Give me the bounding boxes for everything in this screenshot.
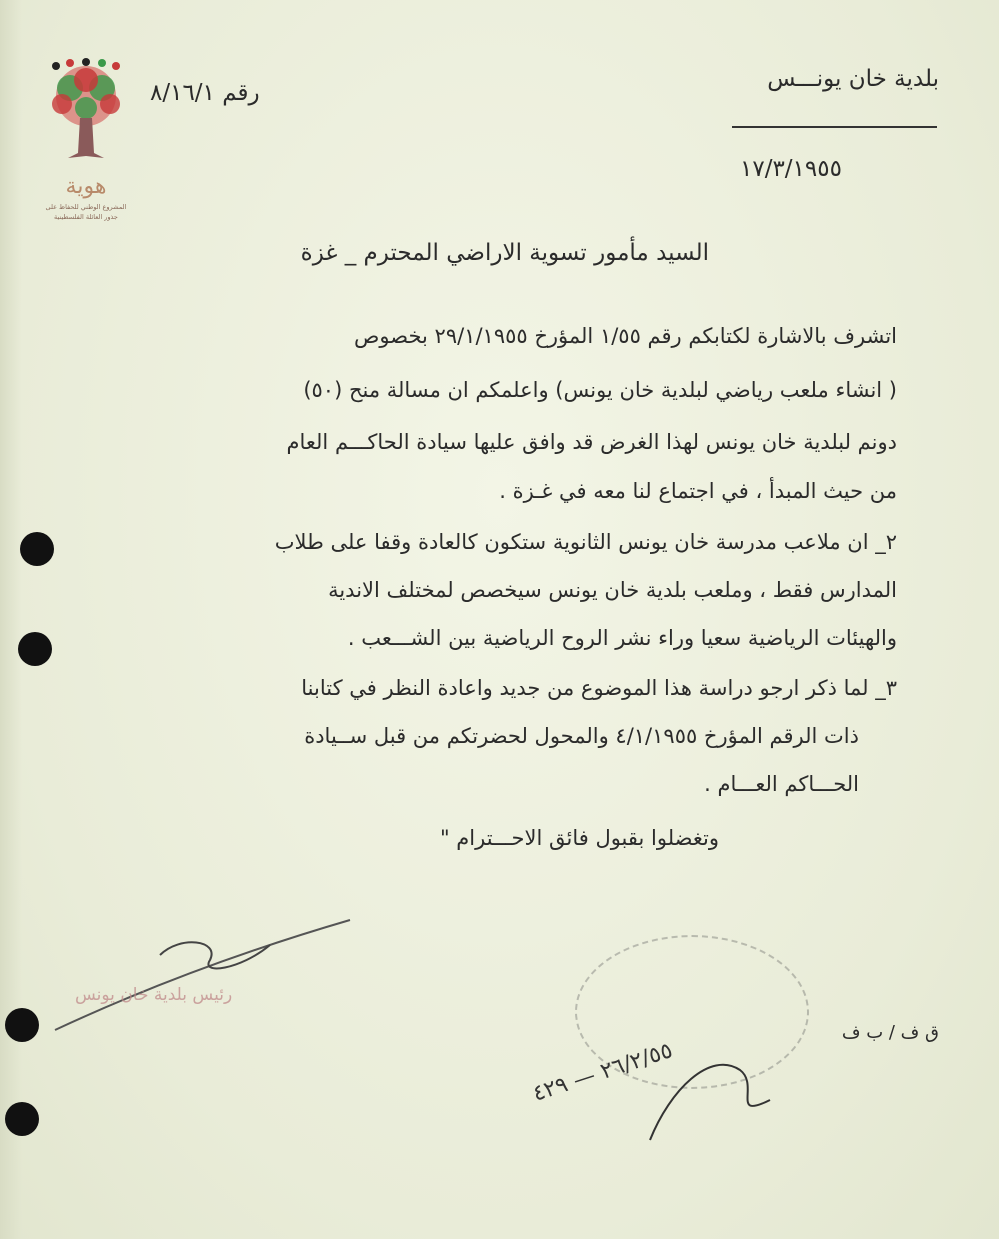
handwritten-note: ٢٦/٢/٥٥ — ٤٢٩	[529, 1038, 676, 1107]
handwritten-scribble	[640, 1030, 790, 1160]
addressee-line: السيد مأمور تسوية الاراضي المحترم _ غزة	[300, 240, 709, 266]
body-p2-line2: المدارس فقط ، وملعب بلدية خان يونس سيخصص لمختلف الاندية	[328, 578, 897, 602]
reference-number: رقم ٨/١٦/١	[150, 80, 260, 106]
body-p3-line3: الحـــاكم العـــام .	[704, 772, 859, 796]
signature-scribble	[50, 915, 360, 1045]
punch-hole-2	[18, 632, 52, 666]
logo-text: هوية	[65, 174, 107, 199]
body-p3-line1: ٣_ لما ذكر ارجو دراسة هذا الموضوع من جديد واعادة النظر في كتابنا	[301, 676, 897, 700]
body-p1-line3: دونم لبلدية خان يونس لهذا الغرض قد وافق عليها سيادة الحاكـــم العام	[286, 430, 897, 454]
letter-date: ١٧/٣/١٩٥٥	[740, 156, 842, 182]
header-underline	[732, 126, 937, 128]
logo-caption-line2: جذور العائلة الفلسطينية	[54, 213, 118, 221]
body-p1-line1: اتشرف بالاشارة لكتابكم رقم ١/٥٥ المؤرخ ٢٩/١/١٩٥٥ بخصوص	[354, 324, 897, 348]
punch-hole-4	[5, 1102, 39, 1136]
signatory-title: رئيس بلدية خان يونس	[75, 985, 233, 1005]
municipality-name: بلدية خان يونـــس	[767, 66, 939, 92]
body-p1-line2: ( انشاء ملعب رياضي لبلدية خان يونس) واعلمكم ان مسالة منح (٥٠)	[303, 378, 897, 402]
body-p1-line4: من حيث المبدأ ، في اجتماع لنا معه في غـزة .	[499, 479, 897, 503]
typist-initials: ق ف / ب ف	[841, 1022, 939, 1043]
closing-line: وتغضلوا بقبول فائق الاحـــترام "	[439, 826, 719, 850]
page-edge-shadow	[0, 0, 22, 1239]
logo-caption-line1: المشروع الوطني للحفاظ على	[45, 203, 127, 211]
punch-hole-1	[20, 532, 54, 566]
punch-hole-3	[5, 1008, 39, 1042]
body-p2-line1: ٢_ ان ملاعب مدرسة خان يونس الثانوية ستكون كالعادة وقفا على طلاب	[274, 530, 897, 554]
body-p2-line3: والهيئات الرياضية سعيا وراء نشر الروح الرياضية بين الشـــعب .	[347, 626, 897, 650]
body-p3-line2: ذات الرقم المؤرخ ٤/١/١٩٥٥ والمحول لحضرتكم من قبل ســيادة	[304, 724, 859, 748]
